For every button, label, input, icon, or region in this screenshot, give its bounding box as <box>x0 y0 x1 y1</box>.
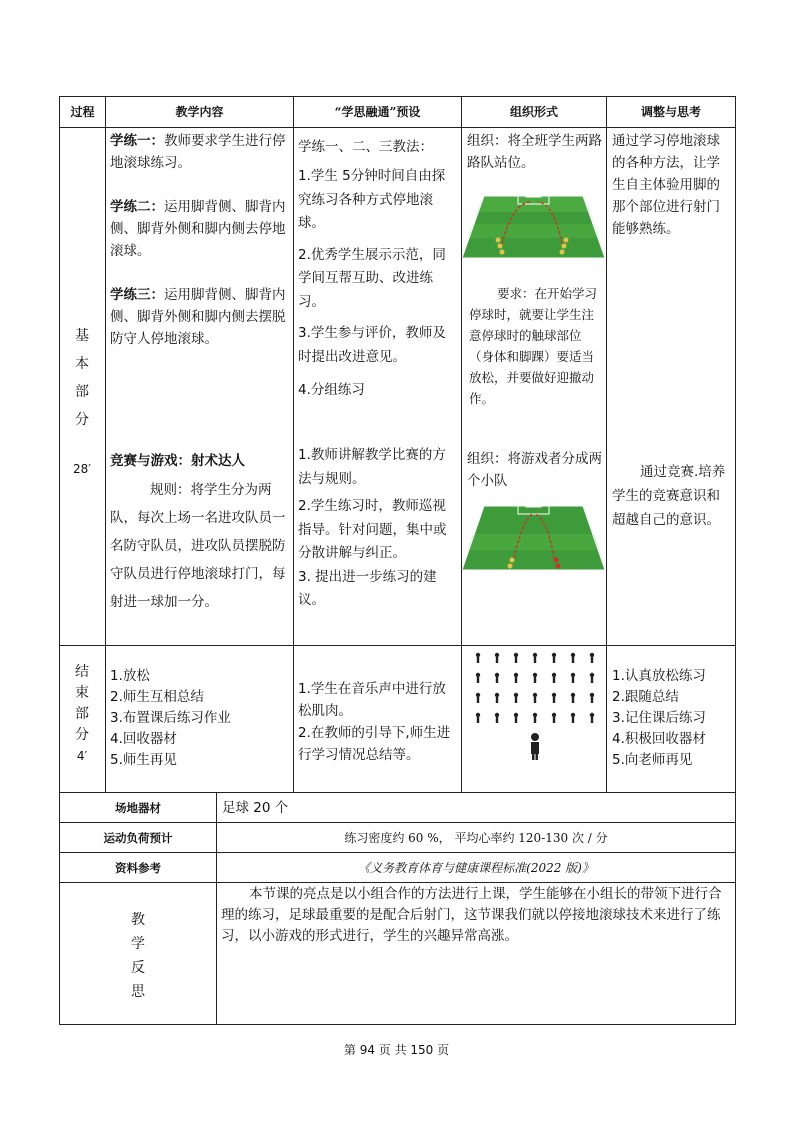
organization-requirement: 要求：在开始学习停球时，就要让学生注意停球时的触球部位（身体和脚踝）要适当放松，并要做好迎撤动作。 <box>469 286 598 406</box>
adjust-1: 通过学习停地滚球的各种方法，让学生自主体验用脚的那个部位进行射门能够熟练。 <box>612 133 720 237</box>
basic-label-char: 部 <box>75 384 89 400</box>
basic-label-char: 分 <box>75 412 89 428</box>
load-label: 运动负荷预计 <box>103 831 173 845</box>
list-item: 5.师生再见 <box>110 752 177 768</box>
adjust-2: 通过竞赛.培养学生的竞赛意识和超越自己的意识。 <box>612 464 726 528</box>
list-item: 4.积极回收器材 <box>612 731 706 747</box>
header-adjust: 调整与思考 <box>640 105 701 119</box>
venue-label: 场地器材 <box>115 801 161 815</box>
basic-label-char: 基 <box>75 328 89 344</box>
organization-2: 组织：将游戏者分成两个小队 <box>467 451 602 489</box>
ending-preset: 1.学生在音乐声中进行放松肌肉。 2.在教师的引导下,师生进行学习情况总结等。 <box>298 681 451 763</box>
ending-label-char: 分 <box>75 727 89 743</box>
header-process: 过程 <box>70 105 95 119</box>
venue-value: 足球 20 个 <box>222 800 289 816</box>
game-rules: 规则：将学生分为两队，每次上场一名进攻队员一名防守队员，进攻队员摆脱防守队员进行停地滚球打门，每射进一球加一分。 <box>110 482 286 610</box>
exercise-3: 学练三：运用脚背侧、脚背内侧、脚背外侧和脚内侧去摆脱防守人停地滚球。 <box>110 287 286 347</box>
list-item: 5.向老师再见 <box>612 752 693 768</box>
exercise-2: 学练二：运用脚背侧、脚背内侧、脚背外侧和脚内侧去停地滚球。 <box>110 199 286 259</box>
ending-label-char: 部 <box>75 706 89 722</box>
reflection-label-char: 学 <box>131 936 145 952</box>
reflection-text: 本节课的亮点是以小组合作的方法进行上课，学生能够在小组长的带领下进行合理的练习，足球最重要的是配合后射门，这节课我们就以停接地滚球技术来进行了练习，以小游戏的形式进行，学生的兴趣异常高涨。 <box>221 886 722 944</box>
exercise-1: 学练一：教师要求学生进行停地滚球练习。 <box>110 133 286 171</box>
reference-label: 资料参考 <box>115 861 161 875</box>
header-organization: 组织形式 <box>509 105 558 119</box>
reference-value: 《义务教育体育与健康课程标准(2022 版)》 <box>358 861 594 875</box>
header-content: 教学内容 <box>175 105 224 119</box>
organization-1: 组织：将全班学生两路路队站位。 <box>467 133 602 171</box>
ending-label-char: 束 <box>75 685 89 701</box>
soccer-field-diagram-1 <box>462 192 605 258</box>
ending-time: 4′ <box>76 749 88 763</box>
reflection-label-char: 教 <box>131 912 145 928</box>
list-item: 2.师生互相总结 <box>110 689 204 705</box>
game-preset: 1.教师讲解教学比赛的方法与规则。 2.学生练习时，教师巡视指导。针对问题，集中或分散讲解与纠正。 3. 提出进一步练习的建议。 <box>298 447 447 608</box>
game-title: 竞赛与游戏：射术达人 <box>110 453 245 469</box>
basic-preset: 学练一、二、三教法： 1.学生 5分钟时间自由探究练习各种方式停地滚球。 2.优秀学生展示示范，同学间互帮互助、改进练习。 3.学生参与评价，教师及时提出改进意见。 4.分组练习 <box>298 139 446 398</box>
basic-content <box>110 130 290 350</box>
ending-adjust <box>612 666 732 771</box>
list-item: 3.布置课后练习作业 <box>110 710 231 726</box>
ending-content <box>110 666 290 771</box>
basic-label-char: 本 <box>75 356 89 372</box>
soccer-field-diagram-2 <box>462 502 605 570</box>
page-number: 第 94 页 共 150 页 <box>343 1043 450 1057</box>
load-value: 练习密度约 60 %， 平均心率约 120-130 次 / 分 <box>344 831 608 845</box>
list-item: 1.认真放松练习 <box>612 668 706 684</box>
reflection-label-char: 反 <box>131 960 145 976</box>
ending-label-char: 结 <box>75 664 89 680</box>
list-item: 2.跟随总结 <box>612 689 679 705</box>
list-item: 4.回收器材 <box>110 731 177 747</box>
list-item: 1.放松 <box>110 668 150 684</box>
formation-diagram <box>470 650 602 770</box>
list-item: 3.记住课后练习 <box>612 710 706 726</box>
header-preset: “学思融通”预设 <box>334 105 421 119</box>
basic-time: 28′ <box>73 462 91 476</box>
reflection-label-char: 思 <box>131 984 145 1000</box>
